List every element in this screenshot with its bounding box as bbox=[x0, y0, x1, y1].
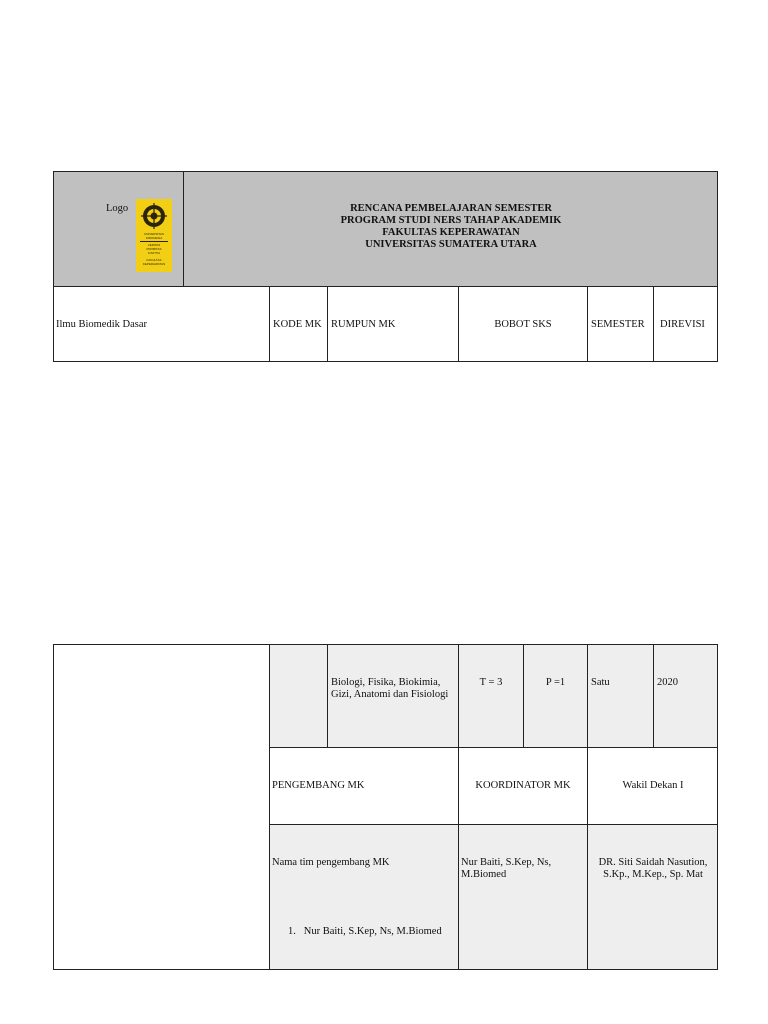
semester-header: SEMESTER bbox=[591, 319, 645, 330]
praktik-sks-value: P =1 bbox=[545, 677, 566, 688]
koordinator-mk-header: KOORDINATOR MK bbox=[475, 780, 571, 791]
logo-text-line: IUSTITIA bbox=[147, 251, 161, 255]
university-logo bbox=[136, 199, 172, 272]
revision-year-value: 2020 bbox=[657, 677, 678, 688]
rumpun-mk-value: Biologi, Fisika, Biokimia, Gizi, Anatomi dan Fisiologi bbox=[331, 677, 449, 700]
logo-text-line: KEPERAWATAN bbox=[142, 262, 166, 266]
kode-mk-header: KODE MK bbox=[273, 319, 322, 330]
tim-member-name: Nur Baiti, S.Kep, Ns, M.Biomed bbox=[303, 926, 442, 937]
document-title bbox=[184, 203, 718, 251]
logo-label: Logo bbox=[106, 203, 129, 214]
direvisi-header: DIREVISI bbox=[660, 319, 705, 330]
title-line: PROGRAM STUDI NERS TAHAP AKADEMIK bbox=[340, 215, 562, 226]
logo-text-line: INDONESIA bbox=[145, 236, 163, 240]
list-number: 1. bbox=[288, 926, 296, 937]
semester-value: Satu bbox=[591, 677, 610, 688]
bobot-sks-header: BOBOT SKS bbox=[494, 319, 552, 330]
teori-sks-value: T = 3 bbox=[479, 677, 503, 688]
logo-text-line: VERITAS bbox=[147, 243, 161, 247]
title-line: RENCANA PEMBELAJARAN SEMESTER bbox=[350, 203, 552, 214]
wakil-dekan-header: Wakil Dekan I bbox=[622, 780, 684, 791]
logo-text-line: UNIVERSITAS bbox=[144, 232, 164, 236]
title-line: FAKULTAS KEPERAWATAN bbox=[382, 227, 520, 238]
tim-member-item bbox=[288, 926, 442, 938]
tim-pengembang-label: Nama tim pengembang MK bbox=[272, 857, 390, 868]
course-name: Ilmu Biomedik Dasar bbox=[56, 319, 147, 330]
logo-text-line: FAKULTAS bbox=[146, 258, 162, 262]
koordinator-name: Nur Baiti, S.Kep, Ns, M.Biomed bbox=[461, 857, 552, 880]
title-line: UNIVERSITAS SUMATERA UTARA bbox=[365, 239, 537, 250]
logo-text-line: PROBITAS bbox=[146, 247, 162, 251]
wakil-dekan-name: DR. Siti Saidah Nasution, S.Kp., M.Kep., Sp. Mat bbox=[598, 857, 708, 880]
pengembang-mk-header: PENGEMBANG MK bbox=[272, 780, 365, 791]
rumpun-mk-header: RUMPUN MK bbox=[331, 319, 396, 330]
